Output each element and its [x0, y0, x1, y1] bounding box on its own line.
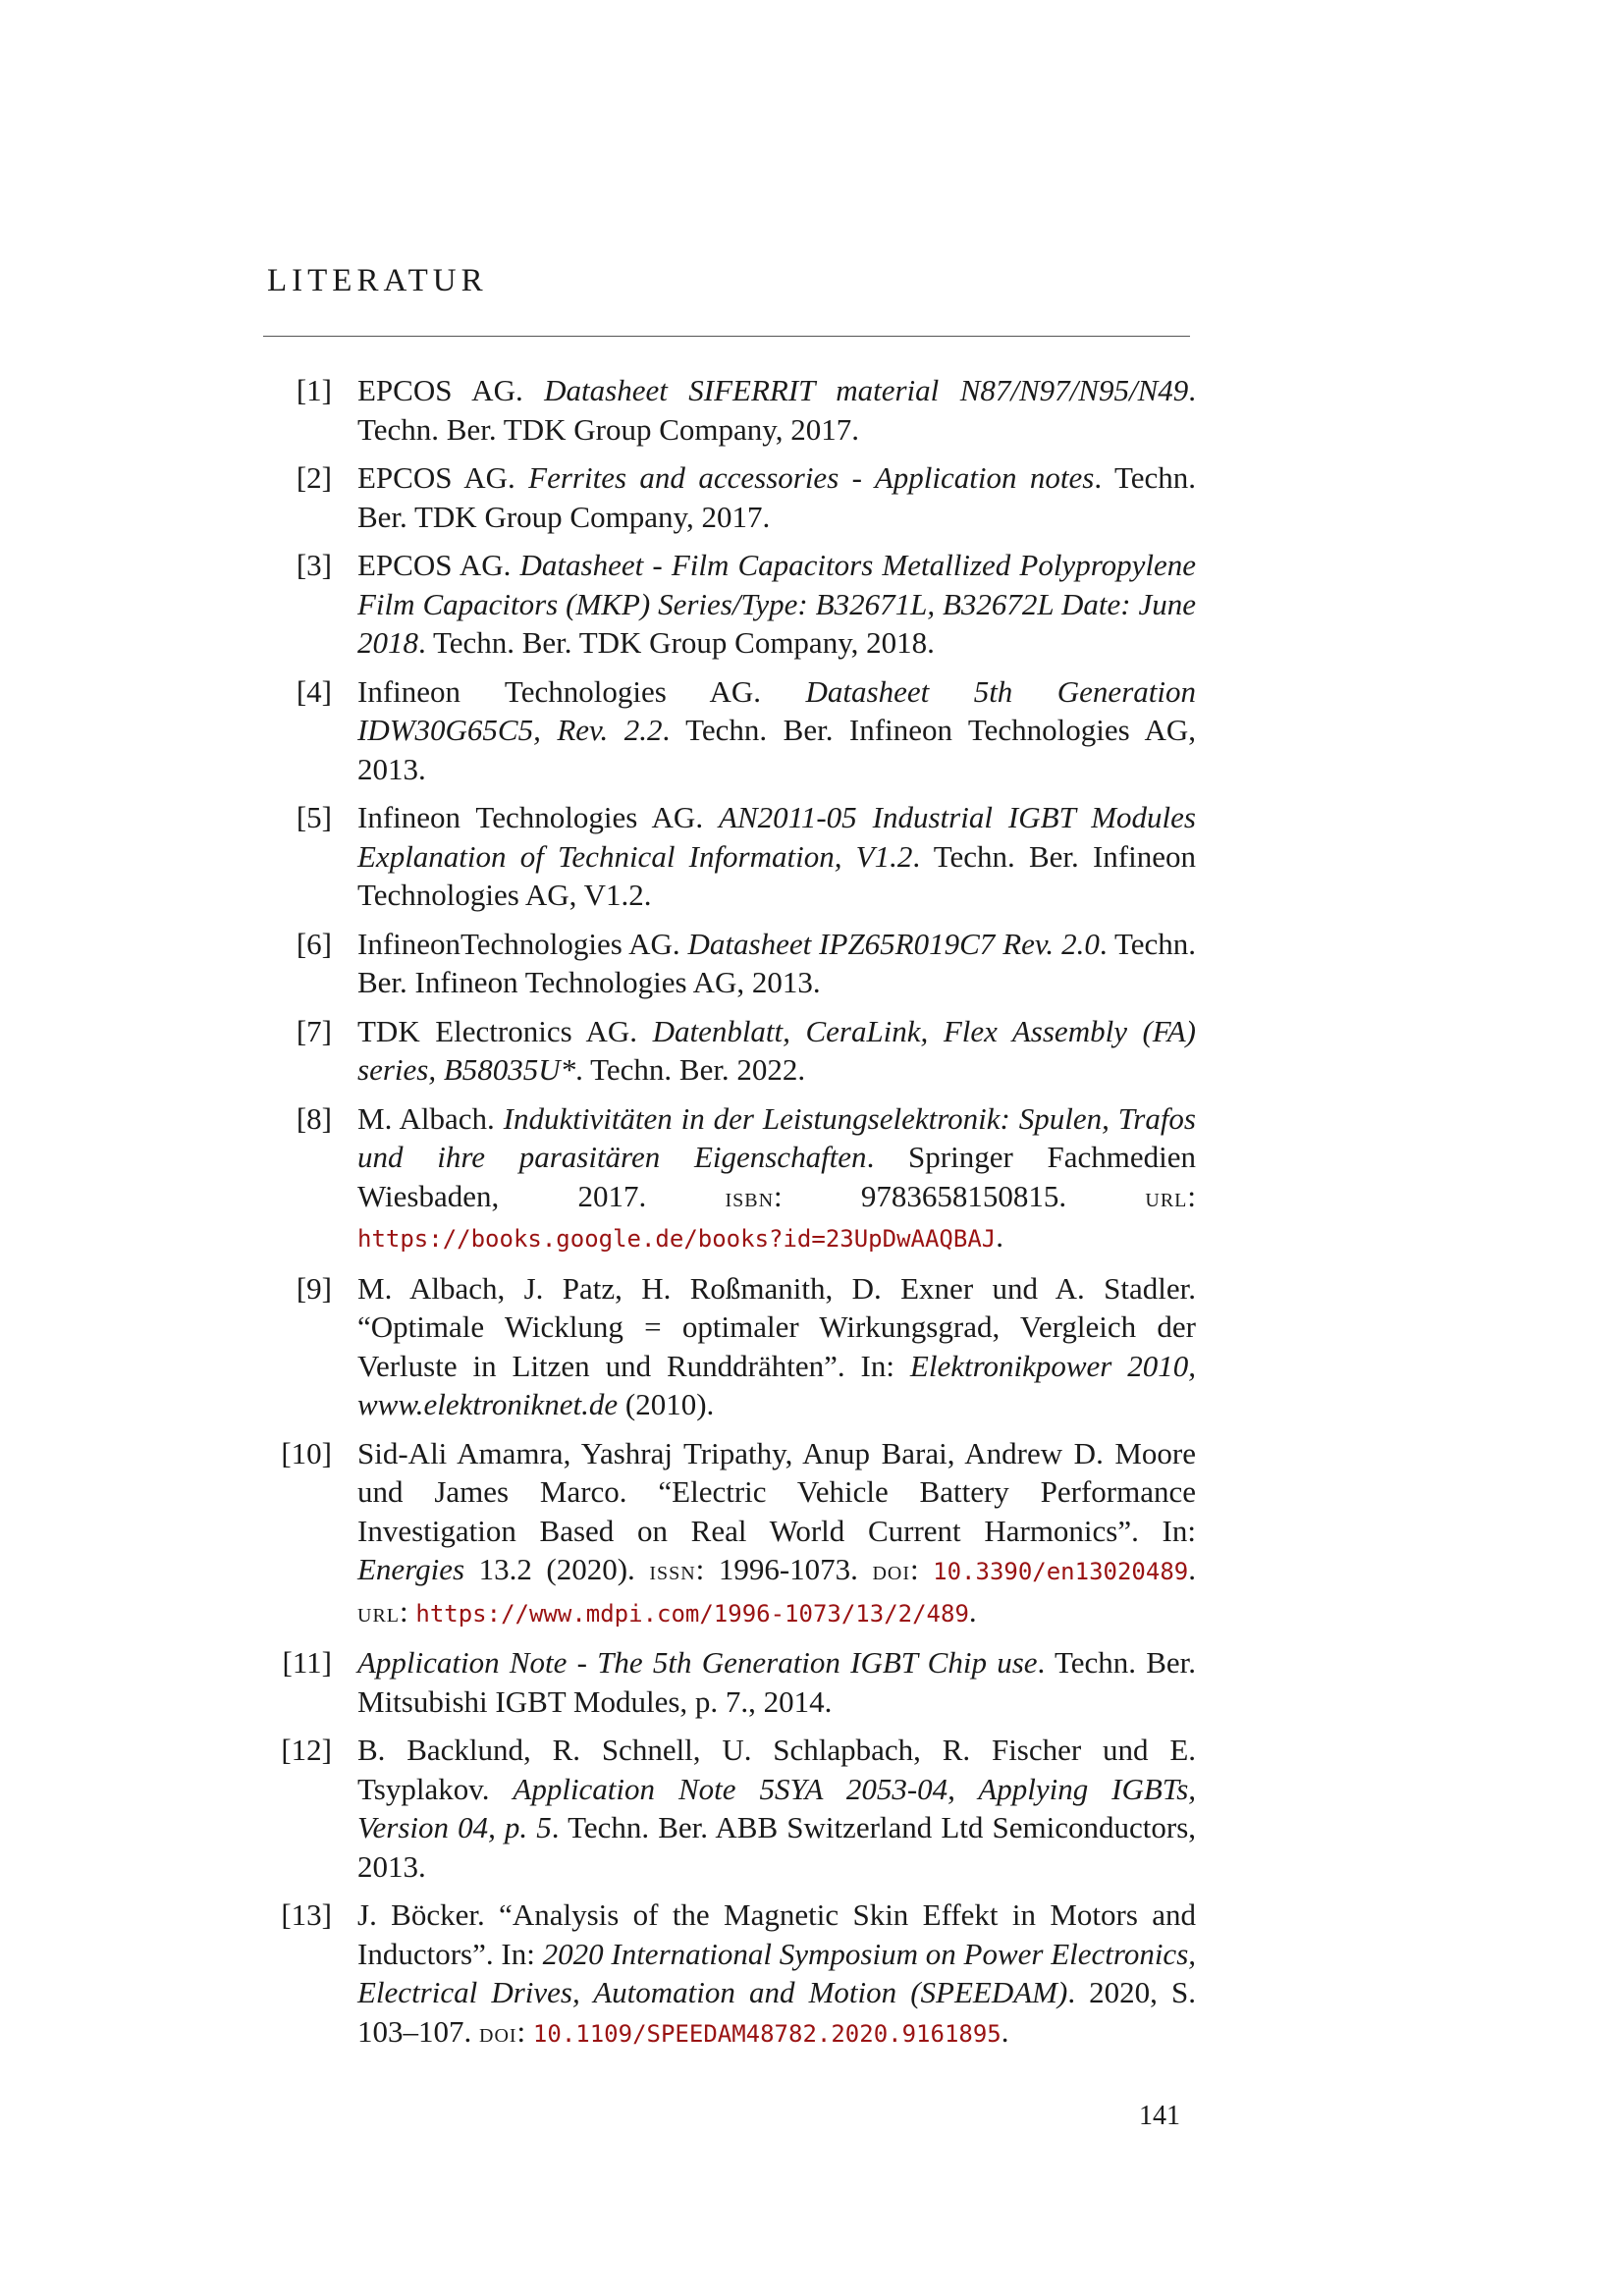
reference-details: . Techn. Ber. ABB Switzerland Ltd Semiconductors, 2013. [357, 1810, 1197, 1884]
reference-title: 2020 International Symposium on Power Electronics, Electrical Drives, Automation and Motion (SPEEDAM) [357, 1936, 1197, 2009]
reference-title: Datenblatt, CeraLink, Flex Assembly (FA) series, B58035U* [357, 1013, 1197, 1087]
doi-end: . [1188, 1552, 1196, 1586]
reference-number: [12] [281, 1733, 332, 1767]
reference-number: [10] [281, 1435, 332, 1470]
url-separator: : [400, 1593, 416, 1629]
reference-authors: InfineonTechnologies AG. [357, 926, 688, 961]
reference-authors: B. Backlund, R. Schnell, U. Schlapbach, R. Fischer und E. Tsyplakov. [357, 1733, 1196, 1806]
bibliography-list [263, 371, 1196, 2063]
reference-end: . [996, 1219, 1003, 1254]
reference-12 [263, 1731, 1196, 1886]
reference-number: [2] [296, 460, 332, 495]
reference-number: [7] [296, 1013, 332, 1048]
header-rule [263, 336, 1190, 337]
reference-url-link[interactable]: https://www.mdpi.com/1996-1073/13/2/489 [415, 1599, 969, 1628]
reference-details: (2010). [618, 1387, 715, 1421]
reference-8 [263, 1099, 1196, 1259]
reference-13 [263, 1896, 1196, 2054]
issn-value: : 1996-1073. [695, 1552, 873, 1586]
reference-authors: TDK Electronics AG. [357, 1013, 653, 1048]
reference-details: . 2020, S. 103–107. [357, 1975, 1196, 2049]
reference-authors: J. Böcker. “Analysis of the Magnetic Skin Effekt in Motors and Inductors”. In: [357, 1897, 1196, 1971]
reference-end: . [1001, 2013, 1009, 2049]
reference-authors: M. Albach, J. Patz, H. Roßmanith, D. Exner und A. Stadler. “Optimale Wicklung = optimaler Wirkungsgrad, Vergleich der Verluste in Litzen und Runddrähten”. In: [357, 1270, 1196, 1383]
reference-title: Datasheet - Film Capacitors Metallized Polypropylene Film Capacitors (MKP) Series/Type: B32671L, B32672L Date: June 2018 [357, 548, 1196, 660]
reference-authors: EPCOS AG. [357, 373, 545, 407]
reference-11 [263, 1643, 1196, 1721]
reference-authors: Infineon Technologies AG. [357, 800, 720, 834]
reference-title: Induktivitäten in der Leistungselektronik: Spulen, Trafos und ihre parasitären Eigenschaften [357, 1100, 1196, 1174]
reference-title: Elektronikpower 2010, www.elektroniknet.de [357, 1348, 1197, 1421]
reference-authors: Sid-Ali Amamra, Yashraj Tripathy, Anup Barai, Andrew D. Moore und James Marco. “Electric Vehicle Battery Performance Investigation Based on Real World Current Harmonics”. In: [357, 1435, 1196, 1548]
chapter-title: LITERATUR [267, 263, 488, 298]
reference-10 [263, 1434, 1196, 1634]
reference-title: Energies [357, 1552, 465, 1586]
url-separator: : [1187, 1178, 1196, 1213]
reference-details: . Techn. Ber. Infineon Technologies AG, 2013. [357, 713, 1196, 786]
url-label: url [357, 1597, 400, 1629]
reference-title: Ferrites and accessories - Application notes [528, 460, 1095, 495]
url-label: url [1145, 1182, 1188, 1213]
reference-title: Datasheet IPZ65R019C7 Rev. 2.0 [687, 926, 1100, 961]
reference-doi-link[interactable]: 10.1109/SPEEDAM48782.2020.9161895 [532, 2019, 1001, 2048]
reference-title: Datasheet 5th Generation IDW30G65C5, Rev. 2.2 [357, 673, 1196, 747]
reference-9 [263, 1269, 1196, 1424]
reference-title: Application Note 5SYA 2053-04, Applying IGBTs, Version 04, p. 5 [357, 1771, 1197, 1844]
isbn-value: : 9783658150815. [774, 1178, 1146, 1213]
reference-end: . [968, 1593, 977, 1629]
reference-number: [5] [296, 800, 332, 834]
reference-details: . Techn. Ber. TDK Group Company, 2018. [418, 625, 935, 660]
reference-doi-link[interactable]: 10.3390/en13020489 [933, 1558, 1189, 1585]
doi-separator: : [909, 1552, 934, 1586]
reference-6 [263, 925, 1196, 1002]
reference-number: [3] [296, 548, 332, 582]
reference-details: 13.2 (2020). [464, 1552, 650, 1586]
reference-3 [263, 546, 1196, 663]
reference-url-link[interactable]: https://books.google.de/books?id=23UpDwAAQBAJ [357, 1225, 997, 1253]
reference-number: [8] [296, 1100, 332, 1136]
reference-authors: M. Albach. [357, 1100, 504, 1136]
reference-title: Application Note - The 5th Generation IGBT Chip use [357, 1645, 1038, 1680]
reference-4 [263, 672, 1196, 789]
reference-1 [263, 371, 1196, 449]
reference-2 [263, 458, 1196, 536]
reference-details: . Techn. Ber. Infineon Technologies AG, V1.2. [357, 838, 1196, 912]
reference-number: [11] [282, 1645, 332, 1680]
reference-7 [263, 1012, 1196, 1090]
reference-number: [4] [296, 673, 332, 709]
reference-number: [6] [296, 926, 332, 961]
doi-label: doi [872, 1556, 910, 1586]
reference-authors: EPCOS AG. [357, 548, 520, 582]
reference-title: AN2011-05 Industrial IGBT Modules Explanation of Technical Information, V1.2 [357, 800, 1196, 874]
reference-number: [13] [281, 1897, 332, 1932]
issn-label: issn [649, 1556, 696, 1586]
reference-details: . Techn. Ber. TDK Group Company, 2017. [357, 460, 1197, 534]
doi-separator: : [516, 2013, 533, 2049]
reference-details: . Techn. Ber. TDK Group Company, 2017. [357, 373, 1196, 447]
doi-label: doi [479, 2017, 517, 2049]
reference-details: . Techn. Ber. Mitsubishi IGBT Modules, p. 7., 2014. [357, 1645, 1196, 1719]
reference-title: Datasheet SIFERRIT material N87/N97/N95/N49 [544, 373, 1189, 407]
reference-5 [263, 798, 1196, 915]
page-number: 141 [1139, 2101, 1180, 2131]
reference-details: . Techn. Ber. 2022. [575, 1052, 806, 1087]
reference-details: . Techn. Ber. Infineon Technologies AG, 2013. [357, 926, 1196, 999]
reference-number: [9] [296, 1270, 332, 1306]
reference-authors: EPCOS AG. [357, 460, 529, 495]
isbn-label: isbn [725, 1182, 775, 1213]
reference-details: . Springer Fachmedien Wiesbaden, 2017. [357, 1140, 1196, 1213]
reference-authors: Infineon Technologies AG. [357, 673, 806, 709]
reference-number: [1] [296, 373, 332, 407]
